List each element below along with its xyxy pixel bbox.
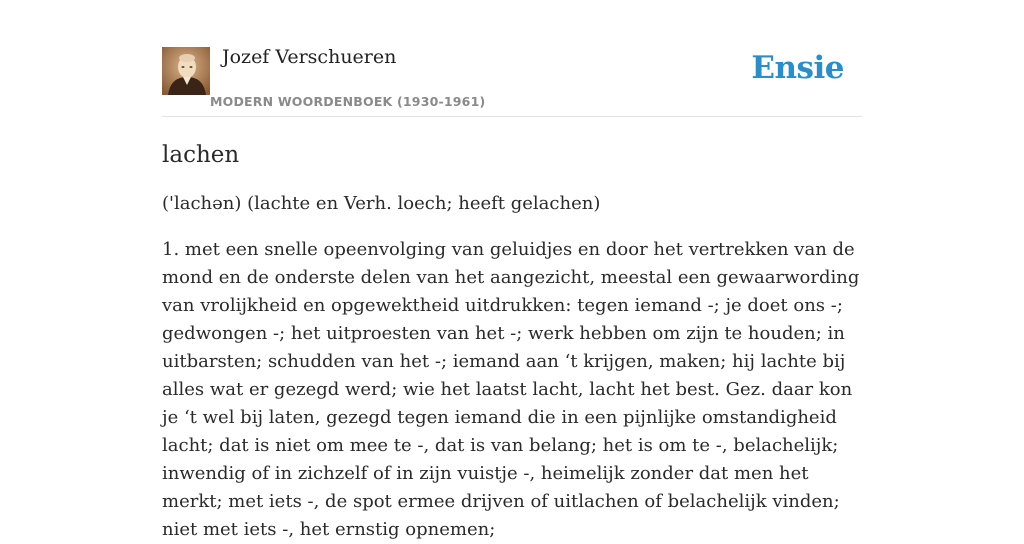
ensie-logo[interactable]: Ensie xyxy=(751,50,844,86)
entry-content xyxy=(162,138,862,544)
entry-definition: 1. met een snelle opeenvolging van geluidjes en door het vertrekken van de mond en de onderste delen van het aangezicht, meestal een gewaarwording van vrolijkheid en opgewektheid uitdrukken: tegen iemand -; je doet ons -; gedwongen -; het uitproesten van het -; werk hebben om zijn te houden; in uitbarsten; schudden van het -; iemand aan ‘t krijgen, maken; hij lachte bij alles wat er gezegd werd; wie het laatst lacht, lacht het best. Gez. daar kon je ‘t wel bij laten, gezegd tegen iemand die in een pijnlijke omstandigheid lacht; dat is niet om mee te -, dat is van belang; het is om te -, belachelijk; inwendig of in zichzelf of in zijn vuistje -, heimelijk zonder dat men het merkt; met iets -, de spot ermee drijven of uitlachen of belachelijk vinden; niet met iets -, het ernstig opnemen; xyxy=(162,239,860,540)
author-portrait xyxy=(162,47,210,95)
author-avatar[interactable] xyxy=(162,47,210,95)
header xyxy=(162,44,862,117)
author-name[interactable]: Jozef Verschueren xyxy=(222,46,397,68)
source-label[interactable]: MODERN WOORDENBOEK (1930-1961) xyxy=(210,94,486,109)
entry-pronunciation: ('lachən) (lachte en Verh. loech; heeft gelachen) xyxy=(162,193,601,214)
entry-term: lachen xyxy=(162,142,240,168)
